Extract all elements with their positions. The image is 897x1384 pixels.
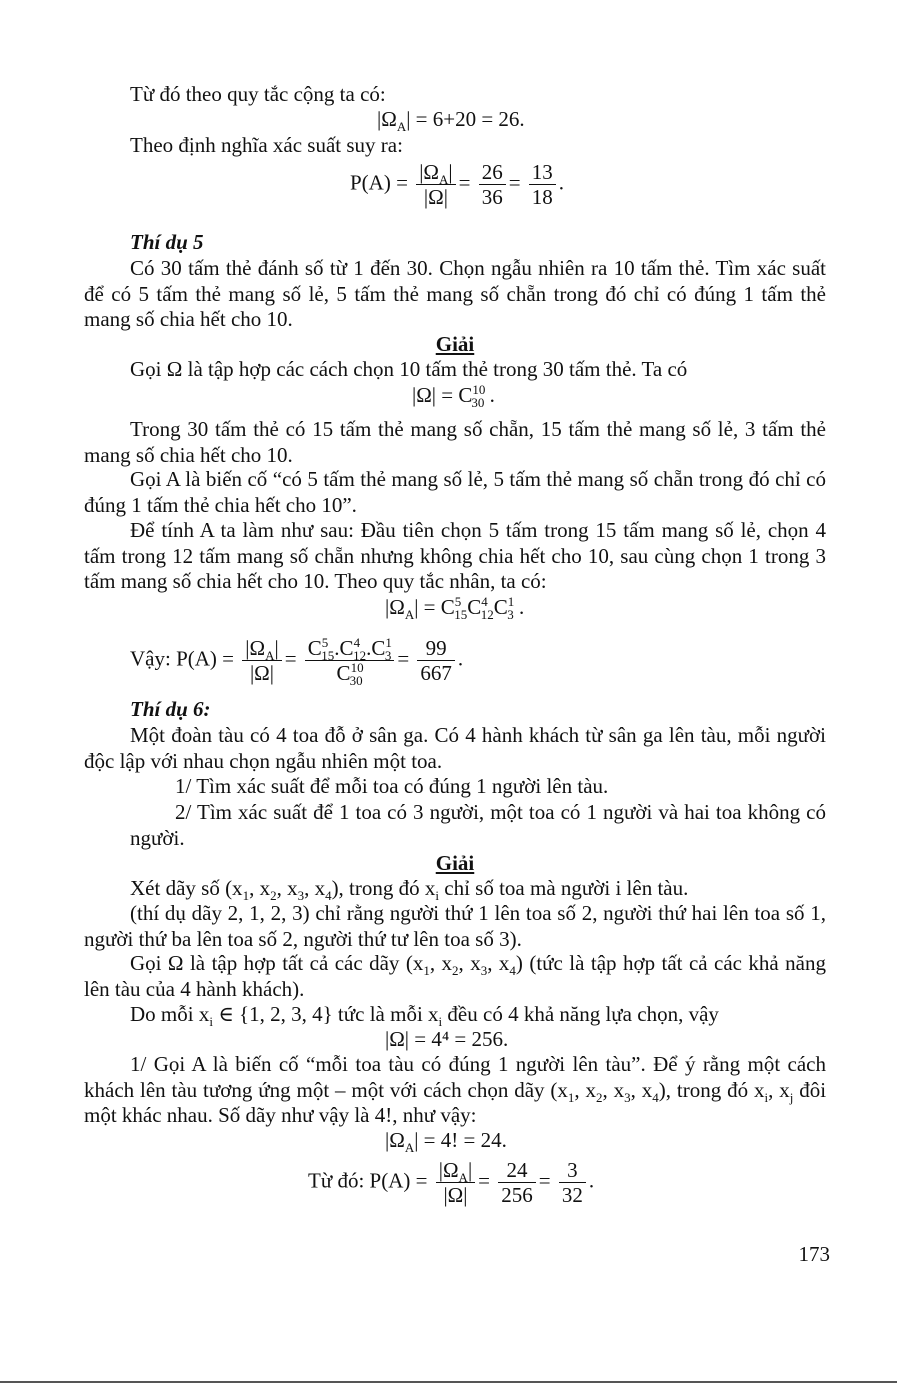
paragraph: Gọi A là biến cố “có 5 tấm thẻ mang số lẻ, 5 tấm thẻ mang số chẵn trong đó chỉ có đúng 1 tấm thẻ chia hết cho 10”. bbox=[84, 467, 826, 517]
paragraph: Để tính A ta làm như sau: Đầu tiên chọn 5 tấm trong 15 tấm mang số lẻ, chọn 4 tấm trong 12 tấm mang số chẵn nhưng không chia hết cho 10, sau cùng chọn 1 trong 3 tấm mang số chia hết cho 10. Theo quy tắc nhân, ta có: bbox=[84, 518, 826, 593]
paragraph: Theo định nghĩa xác suất suy ra: bbox=[130, 133, 403, 157]
formula: |Ω| = 4⁴ = 256. bbox=[385, 1027, 509, 1051]
paragraph: Có 30 tấm thẻ đánh số từ 1 đến 30. Chọn ngẫu nhiên ra 10 tấm thẻ. Tìm xác suất để có 5 tấm thẻ mang số lẻ, 5 tấm thẻ mang số chẵn trong đó chỉ có đúng 1 tấm thẻ mang số chia hết cho 10. bbox=[84, 256, 826, 331]
paragraph: Gọi Ω là tập hợp các cách chọn 10 tấm thẻ trong 30 tấm thẻ. Ta có bbox=[130, 357, 688, 381]
page-edge-rule bbox=[0, 1381, 897, 1383]
paragraph: Do mỗi $x_i$ ∈ {1, 2, 3, 4} tức là mỗi $x_i$ đều có 4 khả năng lựa chọn, vậy bbox=[130, 1002, 719, 1030]
question: 2/ Tìm xác suất để 1 toa có 3 người, một toa có 1 người và hai toa không có người. bbox=[130, 800, 826, 850]
solution-heading: Giải bbox=[435, 332, 475, 356]
example-heading: Thí dụ 6: bbox=[130, 697, 211, 721]
formula: $|\Omega_A| = 4$! = 24. bbox=[385, 1128, 507, 1156]
formula: $|\Omega_A| = 6+20 = 26$. bbox=[377, 107, 525, 135]
formula: $|\Omega_A| = C^5_{15}C^4_{12}C^1_3$ . bbox=[385, 594, 525, 623]
paragraph: Gọi Ω là tập hợp tất cả các dãy ($x_1$, $x_2$, $x_3$, $x_4$) (tức là tập hợp tất cả các khả năng lên tàu của 4 hành khách). bbox=[84, 951, 826, 1001]
paragraph: Một đoàn tàu có 4 toa đỗ ở sân ga. Có 4 hành khách từ sân ga lên tàu, mỗi người độc lập với nhau chọn ngẫu nhiên một toa. bbox=[84, 723, 826, 773]
paragraph: Xét dãy số ($x_1$, $x_2$, $x_3$, $x_4$), trong đó $x_i$ chỉ số toa mà người i lên tàu. bbox=[130, 876, 689, 904]
question: 1/ Tìm xác suất để mỗi toa có đúng 1 người lên tàu. bbox=[175, 774, 609, 798]
solution-heading: Giải bbox=[435, 851, 475, 875]
formula: Vậy: P(A) = $\frac{|\Omega_A|}{|\Omega|}$ = $\frac{C^5_{15}.C^4_{12}.C^1_3}{C^{10}_{30}}$ = $\frac{99}{667}$ . bbox=[130, 635, 464, 689]
paragraph: 1/ Gọi A là biến cố “mỗi toa tàu có đúng 1 người lên tàu”. Để ý rằng một cách khách lên tàu tương ứng một – một với cách chọn dãy ($x_1$, $x_2$, $x_3$, $x_4$), trong đó $x_i$, $x_j$ đôi một khác nhau. Số dãy như vậy là 4!, như vậy: bbox=[84, 1052, 827, 1127]
page-number: 173 bbox=[798, 1242, 830, 1266]
formula: $|\Omega| = C^{10}_{30}$ . bbox=[412, 382, 495, 411]
example-heading: Thí dụ 5 bbox=[130, 230, 204, 254]
formula: P(A) = $\frac{|\Omega_A|}{|\Omega|}$ = $\frac{26}{36}$ = $\frac{13}{18}$ . bbox=[350, 160, 565, 209]
paragraph: Trong 30 tấm thẻ có 15 tấm thẻ mang số chẵn, 15 tấm thẻ mang số lẻ, 3 tấm thẻ mang số chia hết cho 10. bbox=[84, 417, 826, 467]
formula: Từ đó: P(A) = $\frac{|\Omega_A|}{|\Omega|}$ = $\frac{24}{256}$ = $\frac{3}{32}$ . bbox=[308, 1158, 595, 1207]
paragraph: (thí dụ dãy 2, 1, 2, 3) chỉ rằng người thứ 1 lên toa số 2, người thứ hai lên toa số 1, người thứ ba lên toa số 2, người thứ tư lên toa số 3). bbox=[84, 901, 826, 951]
paragraph: Từ đó theo quy tắc cộng ta có: bbox=[130, 82, 386, 106]
